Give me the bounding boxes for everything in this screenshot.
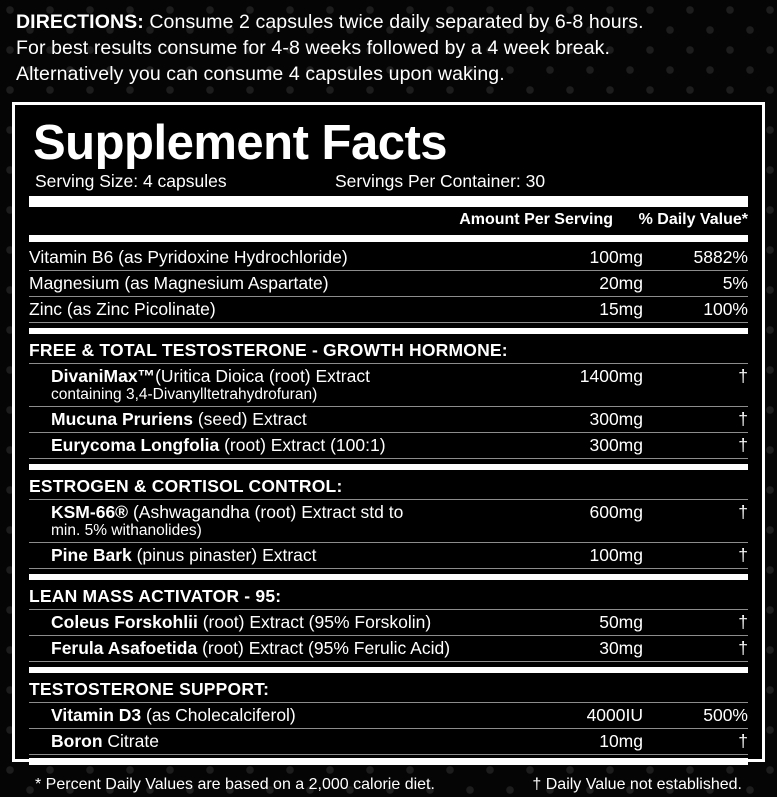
- ingredient-row: [29, 499, 748, 542]
- ingredient-amount: 300mg: [523, 432, 643, 458]
- ingredient-name: Ferula Asafoetida (root) Extract (95% Ferulic Acid): [29, 635, 523, 661]
- ingredient-daily-value: †: [643, 635, 748, 661]
- directions-line-2: For best results consume for 4-8 weeks followed by a 4 week break.: [16, 36, 611, 59]
- panel-title: Supplement Facts: [33, 115, 448, 170]
- group-rule: [29, 458, 748, 474]
- table-header: [29, 207, 748, 232]
- ingredient-subtext: min. 5% withanolides): [51, 521, 202, 539]
- ingredient-daily-value: 5882%: [643, 245, 748, 271]
- ingredient-row: [29, 245, 748, 271]
- ingredient-row: [29, 728, 748, 754]
- group-separator: [29, 568, 748, 584]
- ingredient-name: Pine Bark (pinus pinaster) Extract: [29, 542, 523, 568]
- ingredient-daily-value: 500%: [643, 702, 748, 728]
- ingredient-amount: 10mg: [523, 728, 643, 754]
- ingredient-name: Magnesium (as Magnesium Aspartate): [29, 270, 523, 296]
- group-rule: [29, 322, 748, 338]
- ingredient-amount: 30mg: [523, 635, 643, 661]
- directions-text-1: Consume 2 capsules twice daily separated by 6-8 hours.: [143, 11, 644, 33]
- ingredient-amount: 600mg: [523, 499, 643, 542]
- rule-under-header: [29, 235, 748, 242]
- ingredient-name: Coleus Forskohlii (root) Extract (95% Forskolin): [29, 609, 523, 635]
- supplement-facts-panel: [12, 102, 765, 793]
- facts-table: [29, 245, 748, 755]
- ingredient-daily-value: †: [643, 728, 748, 754]
- ingredient-row: [29, 542, 748, 568]
- group-rule: [29, 661, 748, 677]
- ingredient-subtext: containing 3,4-Divanylltetrahydrofuran): [51, 385, 318, 403]
- group-separator: [29, 322, 748, 338]
- ingredient-name: Boron Citrate: [29, 728, 523, 754]
- ingredient-daily-value: †: [643, 542, 748, 568]
- directions-line-1: [16, 10, 763, 36]
- group-heading-row: [29, 338, 748, 364]
- ingredient-row: [29, 270, 748, 296]
- ingredient-name: Mucuna Pruriens (seed) Extract: [29, 406, 523, 432]
- ingredient-row: [29, 363, 748, 406]
- directions-block: [0, 0, 777, 96]
- ingredient-name: Vitamin D3 (as Cholecalciferol): [29, 702, 523, 728]
- group-heading-row: [29, 474, 748, 500]
- header-daily-value: % Daily Value*: [638, 210, 748, 228]
- ingredient-amount: 15mg: [523, 296, 643, 322]
- ingredient-amount: 50mg: [523, 609, 643, 635]
- group-heading-label: TESTOSTERONE SUPPORT:: [29, 677, 748, 703]
- group-heading-label: ESTROGEN & CORTISOL CONTROL:: [29, 474, 748, 500]
- ingredient-name: KSM-66® (Ashwagandha (root) Extract std to min. 5% withanolides): [29, 499, 523, 542]
- ingredient-amount: 1400mg: [523, 363, 643, 406]
- ingredient-row: [29, 609, 748, 635]
- serving-info: [35, 171, 748, 192]
- ingredient-amount: 20mg: [523, 270, 643, 296]
- group-heading-label: FREE & TOTAL TESTOSTERONE - GROWTH HORMONE:: [29, 338, 748, 364]
- ingredient-amount: 300mg: [523, 406, 643, 432]
- group-separator: [29, 458, 748, 474]
- ingredient-row: [29, 432, 748, 458]
- ingredient-daily-value: †: [643, 499, 748, 542]
- ingredient-daily-value: 5%: [643, 270, 748, 296]
- ingredient-daily-value: †: [643, 406, 748, 432]
- ingredient-daily-value: 100%: [643, 296, 748, 322]
- group-heading-label: LEAN MASS ACTIVATOR - 95:: [29, 584, 748, 610]
- ingredient-amount: 100mg: [523, 542, 643, 568]
- ingredient-daily-value: †: [643, 609, 748, 635]
- ingredient-row: [29, 702, 748, 728]
- ingredient-row: [29, 635, 748, 661]
- serving-size: Serving Size: 4 capsules: [35, 170, 227, 191]
- group-heading-row: [29, 584, 748, 610]
- ingredient-row: [29, 406, 748, 432]
- ingredient-daily-value: †: [643, 363, 748, 406]
- footnotes: [29, 768, 748, 794]
- ingredient-name: Zinc (as Zinc Picolinate): [29, 296, 523, 322]
- group-separator: [29, 661, 748, 677]
- servings-per-container: Servings Per Container: 30: [335, 170, 546, 191]
- group-heading-row: [29, 677, 748, 703]
- ingredient-row: [29, 296, 748, 322]
- ingredient-amount: 100mg: [523, 245, 643, 271]
- directions-label: DIRECTIONS:: [16, 11, 144, 33]
- ingredient-name: Vitamin B6 (as Pyridoxine Hydrochloride): [29, 245, 523, 271]
- ingredient-amount: 4000IU: [523, 702, 643, 728]
- ingredient-daily-value: †: [643, 432, 748, 458]
- footnote-daily-values: * Percent Daily Values are based on a 2,000 calorie diet.: [35, 775, 435, 793]
- rule-top: [29, 196, 748, 207]
- header-amount-per-serving: Amount Per Serving: [459, 210, 613, 228]
- ingredient-name: Eurycoma Longfolia (root) Extract (100:1): [29, 432, 523, 458]
- directions-line-3: Alternatively you can consume 4 capsules upon waking.: [16, 62, 505, 85]
- footnote-dagger: † Daily Value not established.: [532, 775, 742, 793]
- ingredient-name: DivaniMax™(Uritica Dioica (root) Extract containing 3,4-Divanylltetrahydrofuran): [29, 363, 523, 406]
- rule-bottom: [29, 758, 748, 765]
- group-rule: [29, 568, 748, 584]
